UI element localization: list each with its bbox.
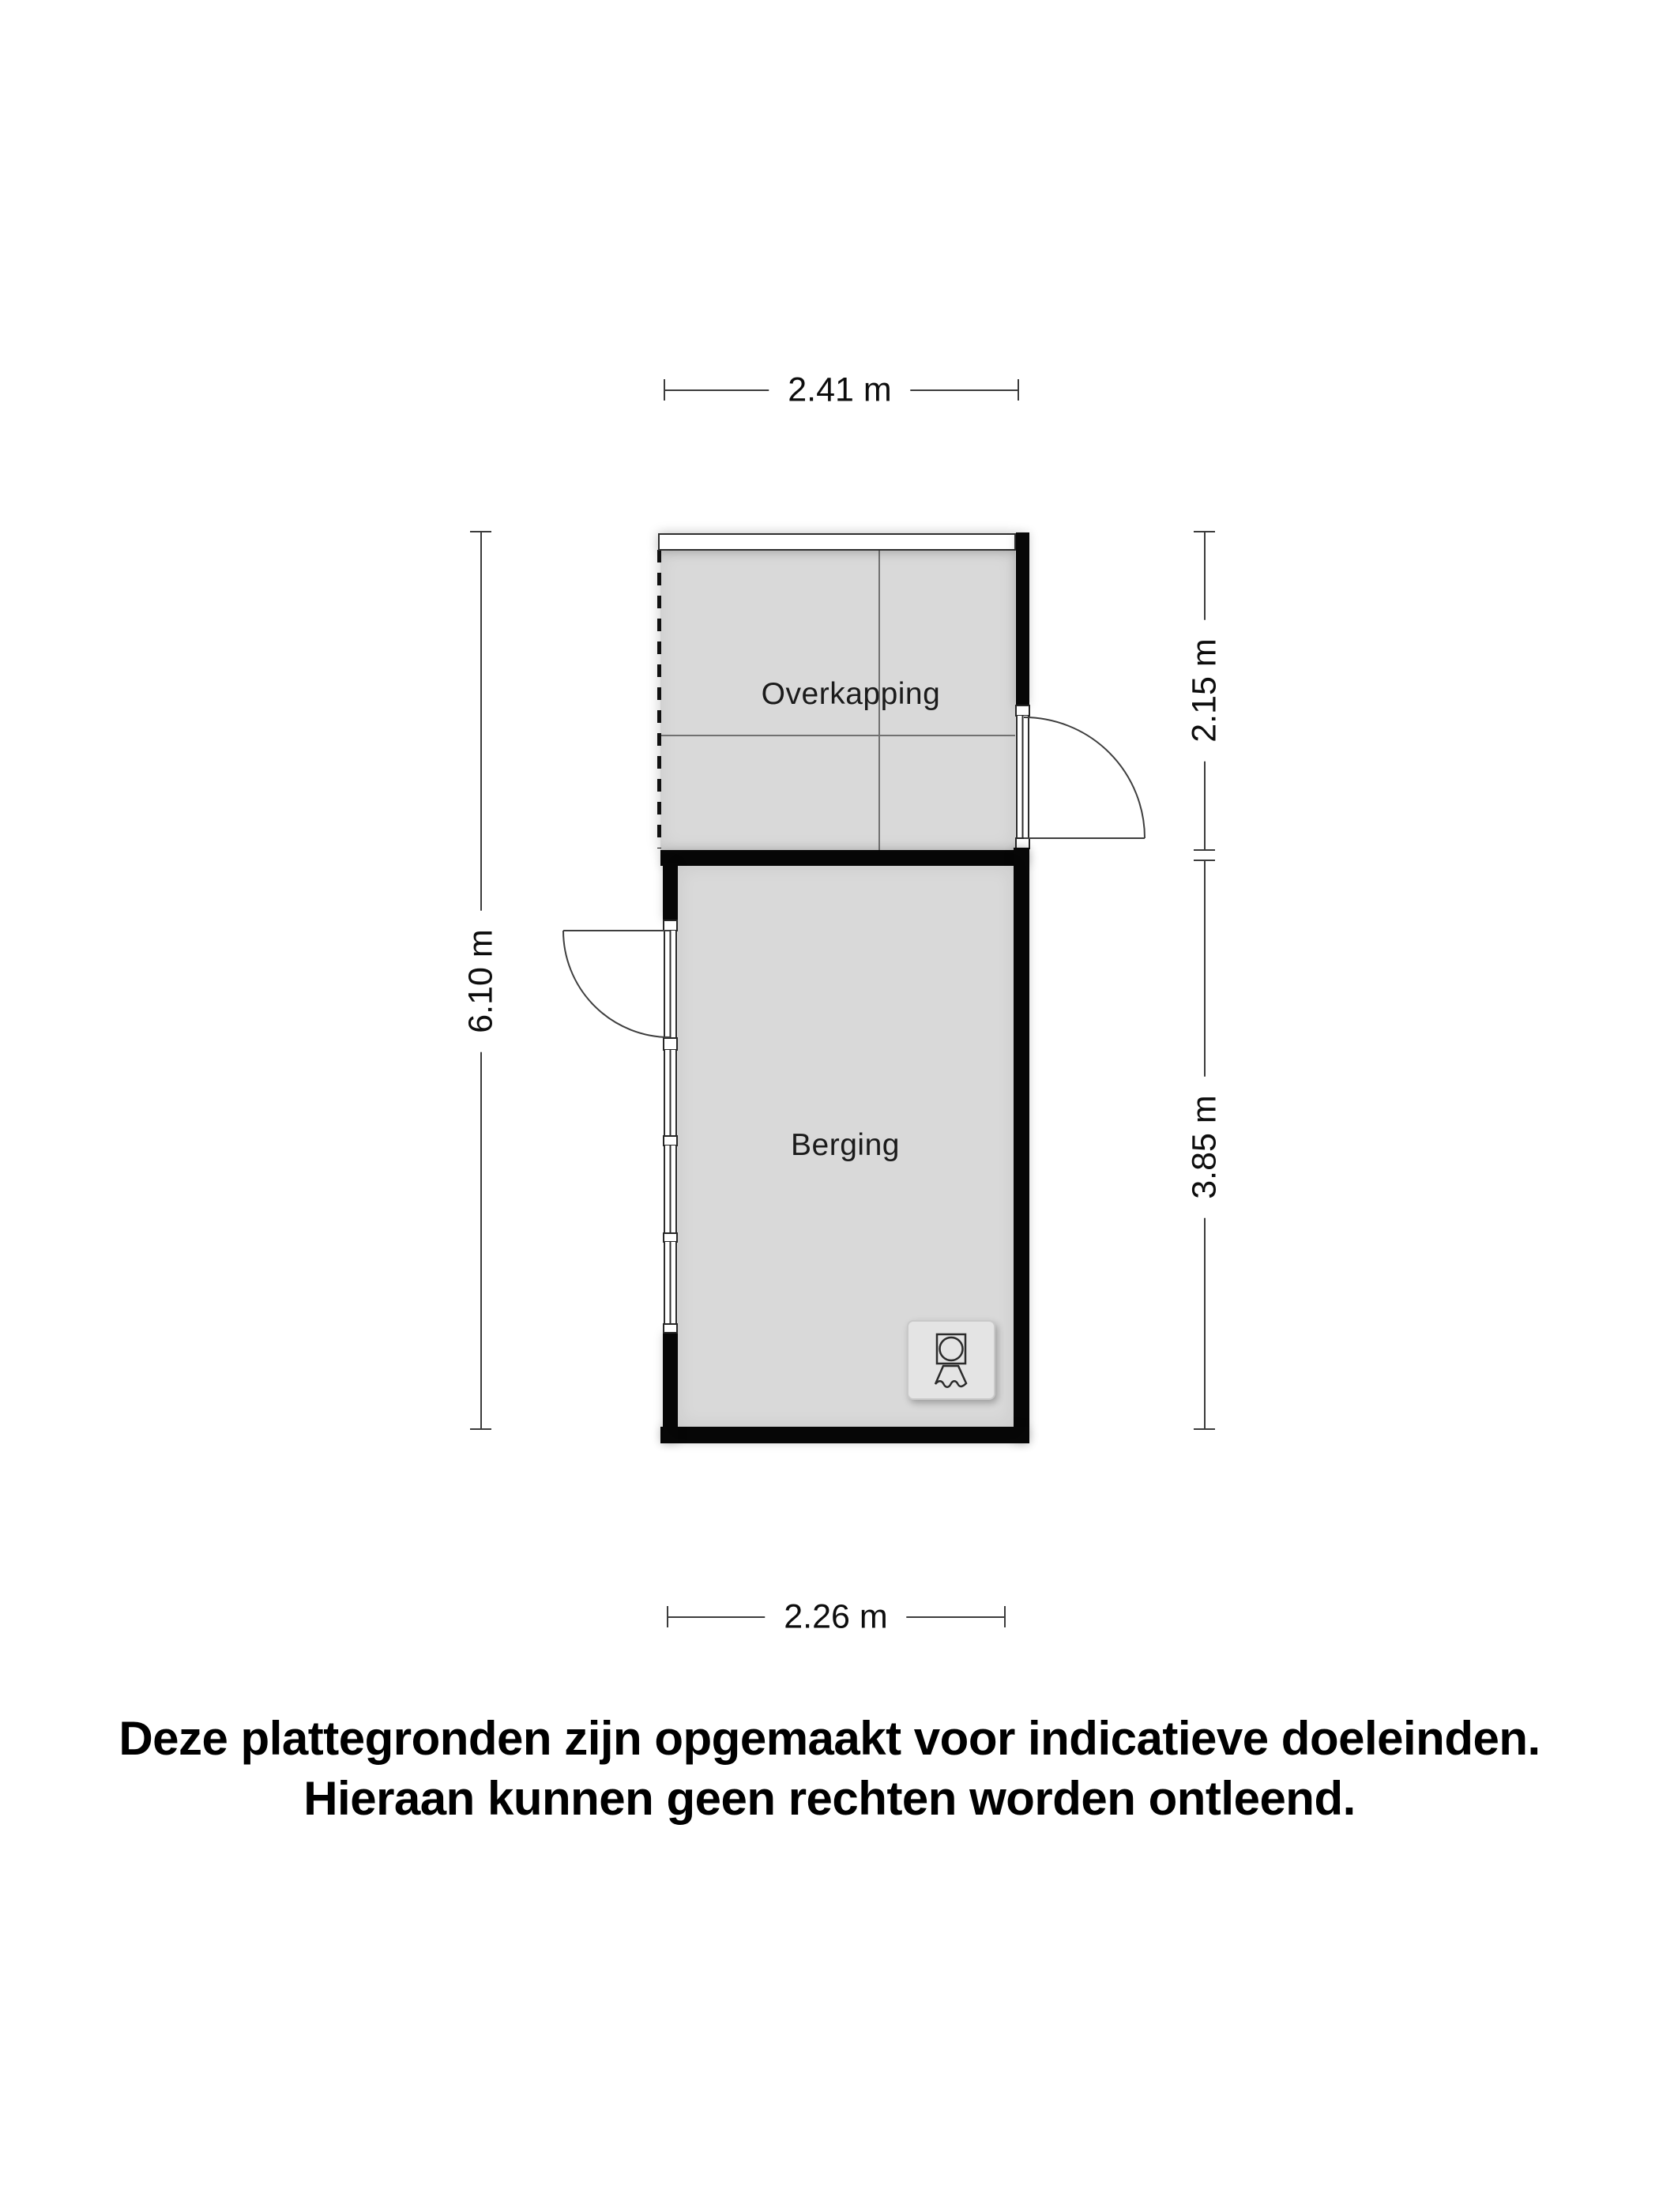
room-label-overkapping: Overkapping [761,677,941,711]
berging-window-post-1 [663,1037,678,1051]
dimension-left-tick-bottom [470,1428,491,1430]
overkapping-right-wall [1016,532,1029,705]
berging-window-panel-1 [664,1050,677,1137]
dimension-bottom-label: 2.26 m [765,1597,906,1638]
room-label-berging: Berging [791,1128,900,1162]
dimension-right-lower-tick-top [1194,860,1215,861]
dimension-left-label: 6.10 m [461,910,502,1051]
dimension-right-upper-tick-bottom [1194,849,1215,851]
berging-left-wall-upper [663,863,678,920]
berging-window-post-4 [663,1323,678,1334]
overkapping-door-arc [1024,717,1145,838]
berging-bottom-wall [660,1427,1029,1443]
dimension-left-tick-top [470,531,491,532]
berging-left-wall-lower [663,1333,678,1443]
dimension-top-tick-left [664,379,665,401]
disclaimer-line-1: Deze plattegronden zijn opgemaakt voor indicatieve doeleinden. [118,1712,1540,1765]
berging-top-wall [660,850,1029,866]
berging-window-panel-2 [664,1146,677,1234]
disclaimer-line-2: Hieraan kunnen geen rechten worden ontleend. [303,1772,1356,1825]
berging-right-wall [1014,848,1029,1443]
dimension-right-lower-tick-bottom [1194,1428,1215,1430]
berging-door-post-top [663,920,678,931]
overkapping-grid-line-horizontal [660,735,1015,736]
dimension-right-lower-label: 3.85 m [1184,1076,1226,1217]
berging-glass-door-panel [664,931,677,1038]
dimension-bottom-tick-right [1004,1606,1006,1627]
overkapping-door-post-top [1015,705,1030,717]
disclaimer-text [0,1709,1659,1829]
dimension-top-tick-right [1018,379,1019,401]
dimension-bottom-tick-left [667,1606,668,1627]
dimension-right-upper-tick-top [1194,531,1215,532]
dimension-right-upper-label: 2.15 m [1184,619,1226,761]
overkapping-glass-door-panel [1016,716,1029,838]
washing-machine [907,1320,995,1400]
dimension-top-label: 2.41 m [769,370,910,412]
berging-window-post-2 [663,1135,678,1146]
berging-door-arc [563,931,670,1037]
berging-window-panel-3 [664,1242,677,1325]
overkapping-roof-edge-beam [658,533,1016,551]
overkapping-open-side-dashed-line [657,550,661,848]
